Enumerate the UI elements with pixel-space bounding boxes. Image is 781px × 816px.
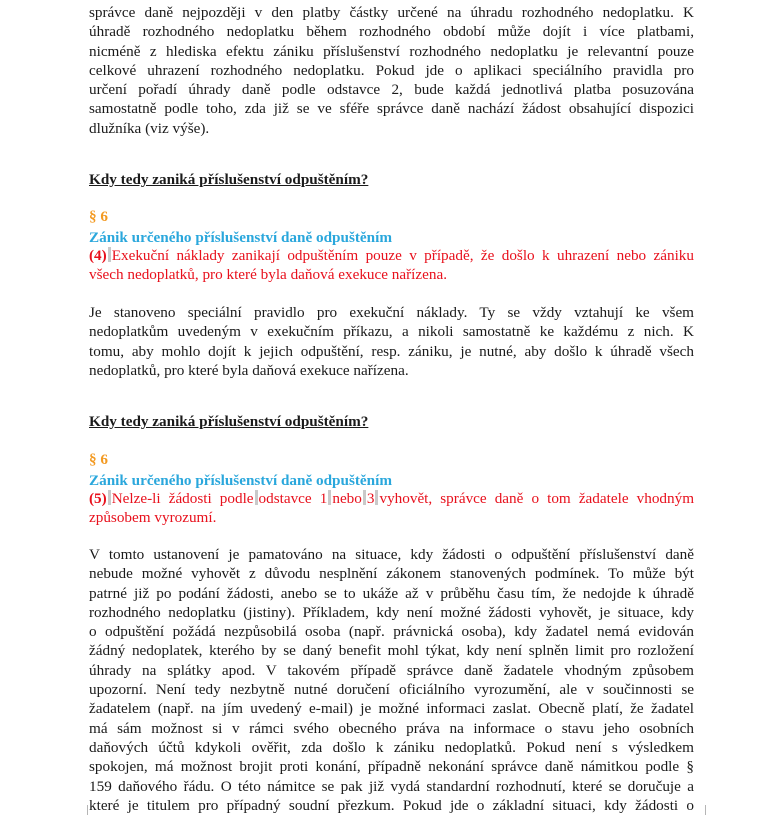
text-line: Je stanoveno speciální pravidlo pro exekuční náklady. Ty se vždy vztahují ke všem [89,304,694,321]
paragraph-number-text: § 6 [89,208,108,225]
law-clause [89,246,694,285]
edit-marker [328,490,331,505]
clause-number: (4) [89,247,107,264]
text-line: správce daně nejpozději v den platby částky určené na úhradu rozhodného nedoplatku. K [89,4,694,21]
clause-text: 3 [366,490,375,507]
section-heading [89,170,694,189]
paragraph-number-text: § 6 [89,451,108,468]
text-line: má sám možnost si v rámci svého obecného práva na informace o stavu jeho osobních [89,719,694,737]
text-line: nedoplatků, pro které byla daňová exekuce nařízena. [89,361,409,379]
commentary-paragraph [89,303,694,380]
text-line: úhrady na splátky apod. V takovém případě správce daně žadatele vhodným způsobem [89,661,694,679]
edit-marker [255,490,258,505]
text-line: V tomto ustanovení je pamatováno na situace, kdy žádosti o odpuštění příslušenství daně [89,546,694,563]
text-line: daňových účtů kdykoli ověřit, zda došlo k zániku nedoplatků. Pokud není s výsledkem [89,738,694,756]
text-line: nedoplatkům uvedeným v exekučním příkazu, a nikoli samostatně ke každému z nich. K [89,323,694,341]
paragraph-title [89,228,694,247]
clause-text: Nelze-li žádosti podle [111,490,254,507]
text-line: upozorní. Není tedy nezbytně nutné doručení oficiálního vyrozumění, ale v součinnosti se [89,681,694,699]
text-line: nebude možné vyhovět z důvodu nesplnění zákonem stanovených podmínek. To může být [89,565,694,583]
text-line: rozhodného nedoplatku (jistiny). Příkladem, kdy není možné žádosti vyhovět, je situace, kdy [89,603,694,621]
clause-text: všech nedoplatků, pro které byla daňová exekuce nařízena. [89,266,448,284]
section-heading [89,412,694,431]
text-line: patrné již po podání žádosti, anebo se to ukáže až v průběhu času tím, že nedojde k úhradě [89,584,694,602]
text-line: nicméně z hlediska efektu zániku příslušenství rozhodného nedoplatku je relevantní pouze [89,42,694,60]
text-line: celkové uhrazení rozhodného nedoplatku. Pokud jde o aplikaci speciálního pravidla pro [89,61,694,79]
clause-text: odstavce 1 [258,490,328,507]
paragraph-number [89,450,694,469]
clause-number: (5) [89,490,107,507]
edit-marker [363,490,366,505]
law-clause [89,489,694,528]
text-line: které je titulem pro případný soudní přezkum. Pokud jde o základní situaci, kdy žádosti o [89,796,694,814]
margin-corner-mark [77,805,88,815]
paragraph-title-text: Zánik určeného příslušenství daně odpuštěním [89,472,392,489]
text-line: 159 daňového řádu. O této námitce se pak již vydá standardní rozhodnutí, které se doručuje a [89,777,694,795]
clause-text: nebo [332,490,362,507]
paragraph-title-text: Zánik určeného příslušenství daně odpuštěním [89,229,392,246]
heading-text: Kdy tedy zaniká příslušenství odpuštěním? [89,171,369,188]
clause-text: způsobem vyrozumí. [89,509,217,527]
text-line: tomu, aby mohlo dojít k jejich odpuštění, resp. zániku, je nutné, aby došlo k úhradě všech [89,342,694,360]
margin-corner-mark [705,805,716,815]
paragraph-title [89,471,694,490]
text-line: žádný nedoplatek, kterého by se daný benefit mohl týkat, kdy není splněn limit pro rozložení [89,642,694,660]
text-line: žadatelem (např. na jím uvedený e-mail) je možné informaci zaslat. Obecně platí, že žadatel [89,700,694,718]
text-line: dlužníka (viz výše). [89,119,210,137]
paragraph-number [89,207,694,226]
heading-text: Kdy tedy zaniká příslušenství odpuštěním? [89,413,369,430]
commentary-paragraph [89,545,694,815]
text-line: spokojen, má možnost brojit proti konání, případně nekonání správce daně námitkou podle § [89,758,694,776]
text-line: určení pořadí úhrady daně podle odstavce 2, bude každá jednotlivá platba posuzována [89,81,694,99]
text-line: o odpuštění požádá nezpůsobilá osoba (např. právnická osoba), kdy žadatel nemá evidován [89,623,694,641]
clause-text: Exekuční náklady zanikají odpuštěním pouze v případě, že došlo k uhrazení nebo zániku [111,247,694,264]
text-line: úhradě rozhodného nedoplatku během rozhodného období může dojít i více platbami, [89,23,694,41]
edit-marker [108,490,111,505]
clause-text: vyhovět, správce daně o tom žadatele vhodným [379,490,695,507]
text-line: samostatně podle toho, zda již se ve sféře správce daně nachází žádost obsahující dispozici [89,100,694,118]
intro-paragraph [89,3,694,138]
edit-marker [108,247,111,262]
